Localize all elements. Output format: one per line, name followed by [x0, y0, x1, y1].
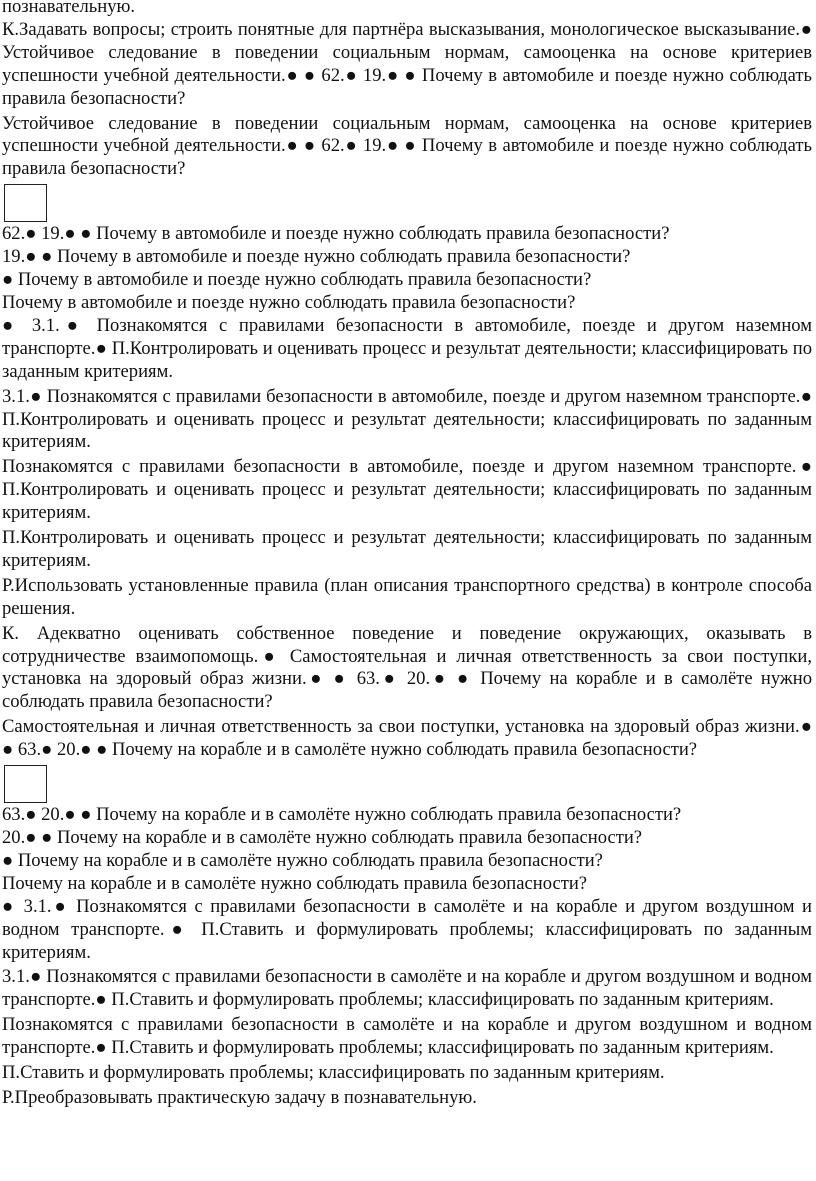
- paragraph: ● Почему на корабле и в самолёте нужно соблюдать правила безопасности?: [2, 849, 603, 871]
- paragraph: 63.● 20.● ● Почему на корабле и в самолёте нужно соблюдать правила безопасности?: [2, 804, 682, 826]
- paragraph: 62.● 19.● ● Почему в автомобиле и поезде нужно соблюдать правила безопасности?: [2, 223, 670, 245]
- paragraph: ● 3.1.● Познакомятся с правилами безопасности в самолёте и на корабле и другом воздушном и водном транспорте.● П.Ставить и формулировать проблемы; классифицировать по заданным критериям.: [2, 895, 812, 963]
- empty-checkbox-frame: [4, 184, 47, 222]
- paragraph: Устойчивое следование в поведении социальным нормам, самооценка на основе критериев успешности учебной деятельности.● ● 62.● 19.● ● Почему в автомобиле и поезде нужно соблюдать правила безопасности?: [2, 112, 812, 180]
- paragraph: Познакомятся с правилами безопасности в самолёте и на корабле и другом воздушном и водном транспорте.● П.Ставить и формулировать проблемы; классифицировать по заданным критериям.: [2, 1014, 812, 1059]
- paragraph: 3.1.● Познакомятся с правилами безопасности в автомобиле, поезде и другом наземном транспорте.● П.Контролировать и оценивать процесс и результат деятельности; классифицировать по заданным критериям.: [2, 385, 812, 453]
- paragraph: Р.Преобразовывать практическую задачу в познавательную.: [2, 1086, 477, 1108]
- paragraph: Р.Использовать установленные правила (план описания транспортного средства) в контроле способа решения.: [2, 574, 812, 619]
- paragraph: 20.● ● Почему на корабле и в самолёте нужно соблюдать правила безопасности?: [2, 827, 643, 848]
- paragraph: ● Почему в автомобиле и поезде нужно соблюдать правила безопасности?: [2, 269, 592, 291]
- paragraph: ● 3.1.● Познакомятся с правилами безопасности в автомобиле, поезде и другом наземном транспорте.● П.Контролировать и оценивать процесс и результат деятельности; классифицировать по заданным критериям.: [2, 314, 812, 382]
- paragraph: П.Контролировать и оценивать процесс и результат деятельности; классифицировать по заданным критериям.: [2, 527, 812, 571]
- paragraph: Самостоятельная и личная ответственность за свои поступки, установка на здоровый образ жизни.● ● 63.● 20.● ● Почему на корабле и в самолёте нужно соблюдать правила безопасности?: [2, 716, 812, 761]
- paragraph: Познакомятся с правилами безопасности в автомобиле, поезде и другом наземном транспорте.● П.Контролировать и оценивать процесс и результат деятельности; классифицировать по заданным критериям.: [2, 456, 812, 524]
- paragraph: 19.● ● Почему в автомобиле и поезде нужно соблюдать правила безопасности?: [2, 246, 631, 268]
- paragraph: К.Задавать вопросы; строить понятные для партнёра высказывания, монологическое высказывание.● Устойчивое следование в поведении социальным нормам, самооценка на основе критериев успешности учебной деятельности.● ● 62.● 19.● ● Почему в автомобиле и поезде нужно соблюдать правила безопасности?: [2, 18, 812, 109]
- document-page: [2, 0, 812, 1110]
- paragraph: Почему в автомобиле и поезде нужно соблюдать правила безопасности?: [2, 291, 576, 313]
- paragraph: 3.1.● Познакомятся с правилами безопасности в самолёте и на корабле и другом воздушном и водном транспорте.● П.Ставить и формулировать проблемы; классифицировать по заданным критериям.: [2, 966, 812, 1011]
- paragraph: Почему на корабле и в самолёте нужно соблюдать правила безопасности?: [2, 872, 588, 894]
- paragraph: П.Ставить и формулировать проблемы; классифицировать по заданным критериям.: [2, 1062, 665, 1084]
- paragraph: К. Адекватно оценивать собственное поведение и поведение окружающих, оказывать в сотрудничестве взаимопомощь.● Самостоятельная и личная ответственность за свои поступки, установка на здоровый образ жизни.● ● 63.● 20.● ● Почему на корабле и в самолёте нужно соблюдать правила безопасности?: [2, 622, 812, 713]
- paragraph: познавательную.: [2, 0, 136, 17]
- empty-checkbox-frame: [4, 765, 47, 803]
